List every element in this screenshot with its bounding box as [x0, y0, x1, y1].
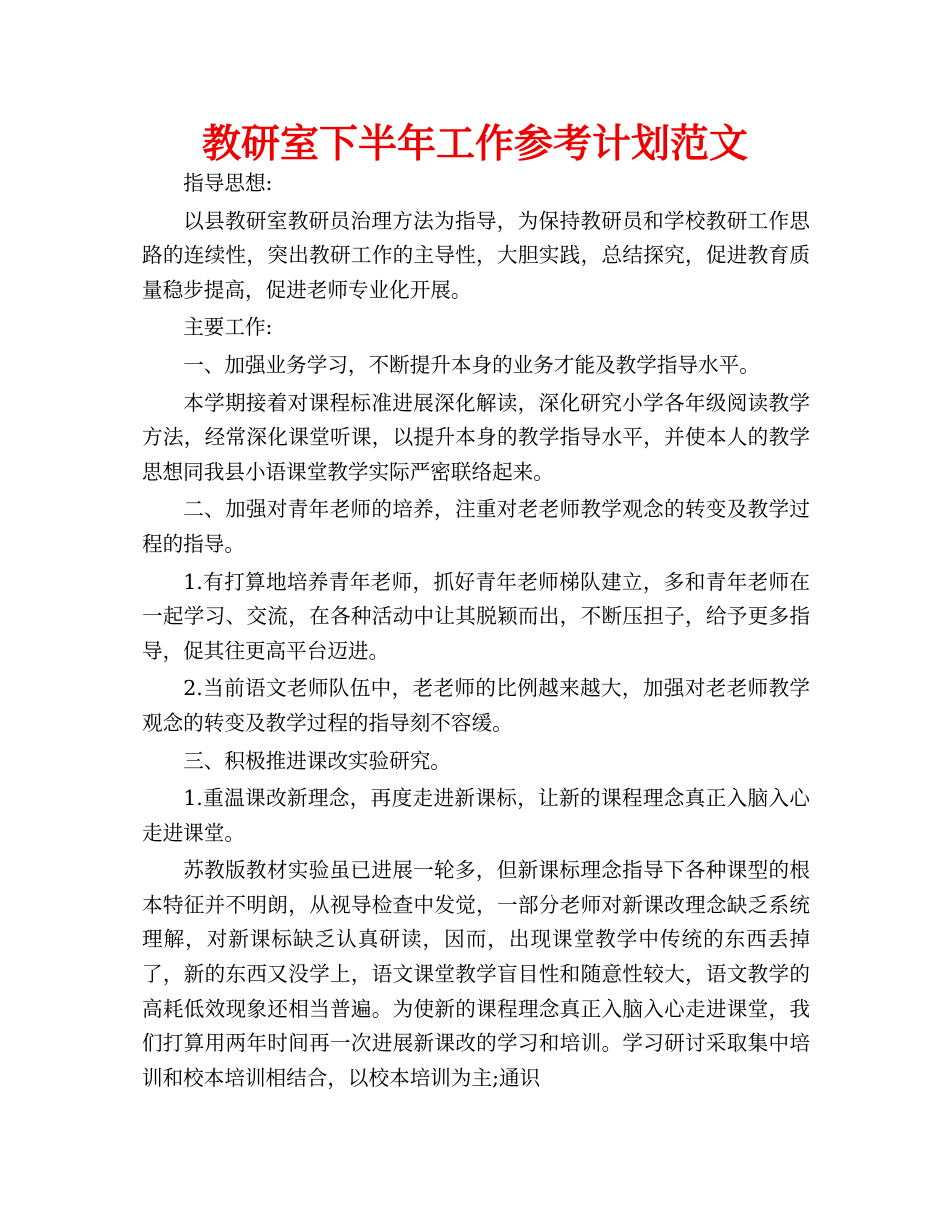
paragraph-section-1-text: 本学期接着对课程标准进展深化解读，深化研究小学各年级阅读教学方法，经常深化课堂听课，以提升本身的教学指导水平，并使本人的教学思想同我县小语课堂教学实际严密联络起来。	[142, 390, 810, 484]
paragraph-section-3-item-1: 1.重温课改新理念，再度走进新课标，让新的课程理念真正入脑入心走进课堂。	[142, 786, 810, 845]
paragraph-section-2-heading: 二、加强对青年老师的培养，注重对老老师教学观念的转变及教学过程的指导。	[142, 497, 810, 556]
paragraph-section-2-item-1: 1.有打算地培养青年老师，抓好青年老师梯队建立，多和青年老师在一起学习、交流，在各种活动中让其脱颖而出，不断压担子，给予更多指导，促其往更高平台迈进。	[142, 569, 810, 663]
document-title: 教研室下半年工作参考计划范文	[201, 122, 748, 167]
paragraph-guiding-text: 以县教研室教研员治理方法为指导，为保持教研员和学校教研工作思路的连续性，突出教研工作的主导性，大胆实践，总结探究，促进教育质量稳步提高，促进老师专业化开展。	[142, 208, 810, 302]
paragraph-main-work-heading: 主要工作:	[183, 315, 273, 340]
paragraph-section-3-text: 苏教版教材实验虽已进展一轮多，但新课标理念指导下各种课型的根本特征并不明朗，从视导检查中发觉，一部分老师对新课改理念缺乏系统理解，对新课标缺乏认真研读，因而，出现课堂教学中传统的东西丢掉了，新的东西又没学上，语文课堂教学盲目性和随意性较大，语文教学的高耗低效现象还相当普遍。为使新的课程理念真正入脑入心走进课堂，我们打算用两年时间再一次进展新课改的学习和培训。学习研讨采取集中培训和校本培训相结合，以校本培训为主;通识	[142, 858, 810, 1090]
document-body	[142, 166, 810, 1098]
paragraph-section-2-item-2: 2.当前语文老师队伍中，老老师的比例越来越大，加强对老老师教学观念的转变及教学过程的指导刻不容缓。	[142, 676, 810, 735]
paragraph-guiding-heading: 指导思想:	[183, 171, 273, 195]
paragraph-section-3-heading: 三、积极推进课改实验研究。	[183, 748, 451, 773]
paragraph-section-1-heading: 一、加强业务学习，不断提升本身的业务才能及教学指导水平。	[183, 352, 760, 377]
